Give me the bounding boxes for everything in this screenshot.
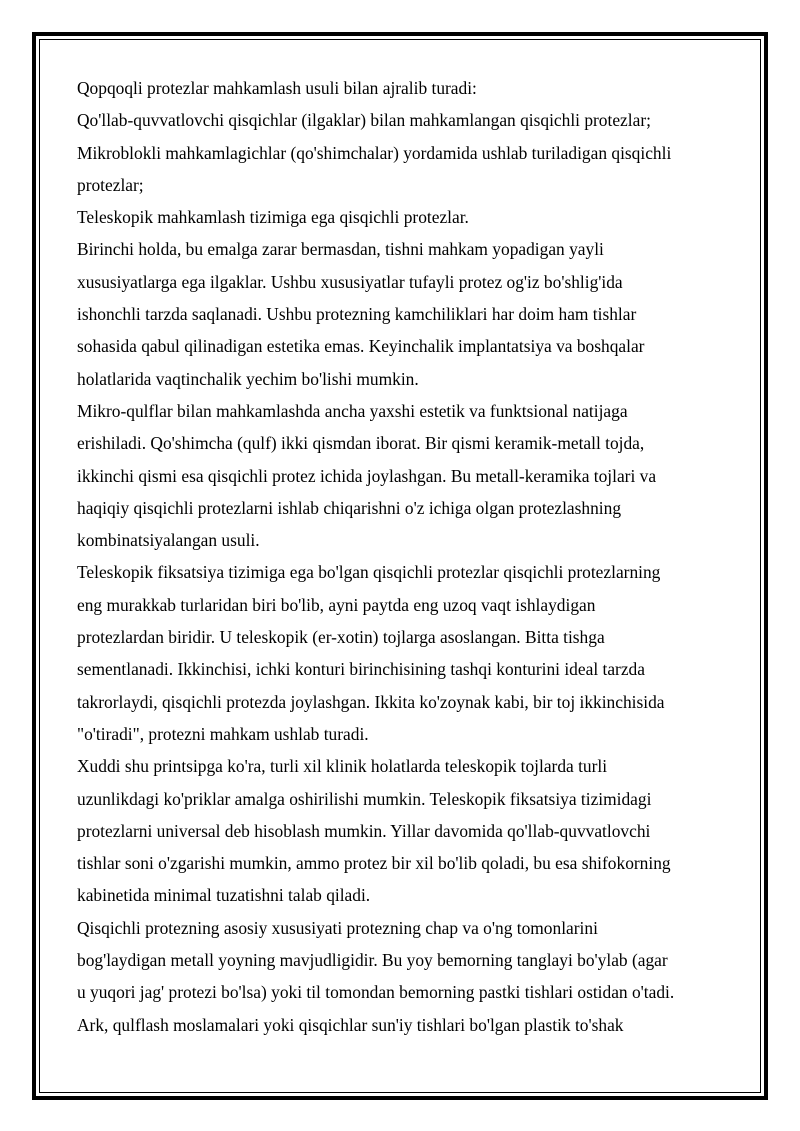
text-line: holatlarida vaqtinchalik yechim bo'lishi mumkin. [77, 368, 419, 389]
text-line: kombinatsiyalangan usuli. [77, 530, 260, 551]
text-line: xususiyatlarga ega ilgaklar. Ushbu xususiyatlar tufayli protez og'iz bo'shlig'ida [77, 271, 623, 292]
text-line: Qisqichli protezning asosiy xususiyati protezning chap va o'ng tomonlarini [77, 917, 598, 938]
text-line: protezlar; [77, 174, 144, 195]
text-line: sementlanadi. Ikkinchisi, ichki konturi birinchisining tashqi konturini ideal tarzda [77, 659, 645, 680]
text-line: ishonchli tarzda saqlanadi. Ushbu protezning kamchiliklari har doim ham tishlar [77, 304, 637, 325]
text-line: Mikro-qulflar bilan mahkamlashda ancha yaxshi estetik va funktsional natijaga [77, 400, 628, 421]
text-line: protezlardan biridir. U teleskopik (er-xotin) tojlarga asoslangan. Bitta tishga [77, 627, 605, 648]
text-line: takrorlaydi, qisqichli protezda joylashgan. Ikkita ko'zoynak kabi, bir toj ikkinchisida [77, 691, 665, 712]
text-line: Qo'llab-quvvatlovchi qisqichlar (ilgaklar) bilan mahkamlangan qisqichli protezlar; [77, 110, 651, 131]
text-line: u yuqori jag' protezi bo'lsa) yoki til tomondan bemorning pastki tishlari ostidan o'tadi. [77, 982, 675, 1003]
text-line: ikkinchi qismi esa qisqichli protez ichida joylashgan. Bu metall-keramika tojlari va [77, 465, 657, 486]
document-body [77, 72, 737, 1041]
text-line: sohasida qabul qilinadigan estetika emas. Keyinchalik implantatsiya va boshqalar [77, 336, 645, 357]
text-line: "o'tiradi", protezni mahkam ushlab turadi. [77, 723, 369, 744]
text-line: Teleskopik fiksatsiya tizimiga ega bo'lgan qisqichli protezlar qisqichli protezlarning [77, 562, 661, 583]
text-line: haqiqiy qisqichli protezlarni ishlab chiqarishni o'z ichiga olgan protezlashning [77, 497, 622, 518]
text-line: bog'laydigan metall yoyning mavjudligidir. Bu yoy bemorning tanglayi bo'ylab (agar [77, 950, 668, 971]
text-line: uzunlikdagi ko'priklar amalga oshirilishi mumkin. Teleskopik fiksatsiya tizimidagi [77, 788, 652, 809]
text-line: kabinetida minimal tuzatishni talab qiladi. [77, 885, 371, 906]
text-line: Mikroblokli mahkamlagichlar (qo'shimchalar) yordamida ushlab turiladigan qisqichli [77, 142, 672, 163]
text-line: eng murakkab turlaridan biri bo'lib, ayni paytda eng uzoq vaqt ishlaydigan [77, 594, 596, 615]
text-line: Xuddi shu printsipga ko'ra, turli xil klinik holatlarda teleskopik tojlarda turli [77, 756, 608, 777]
text-line: Birinchi holda, bu emalga zarar bermasdan, tishni mahkam yopadigan yayli [77, 239, 604, 260]
text-line: Ark, qulflash moslamalari yoki qisqichlar sun'iy tishlari bo'lgan plastik to'shak [77, 1014, 624, 1035]
text-line: erishiladi. Qo'shimcha (qulf) ikki qismdan iborat. Bir qismi keramik-metall tojda, [77, 433, 645, 454]
text-line: Teleskopik mahkamlash tizimiga ega qisqichli protezlar. [77, 207, 469, 228]
text-line: protezlarni universal deb hisoblash mumkin. Yillar davomida qo'llab-quvvatlovchi [77, 820, 651, 841]
text-line: Qopqoqli protezlar mahkamlash usuli bilan ajralib turadi: [77, 78, 477, 98]
text-line: tishlar soni o'zgarishi mumkin, ammo protez bir xil bo'lib qoladi, bu esa shifokorning [77, 853, 671, 874]
